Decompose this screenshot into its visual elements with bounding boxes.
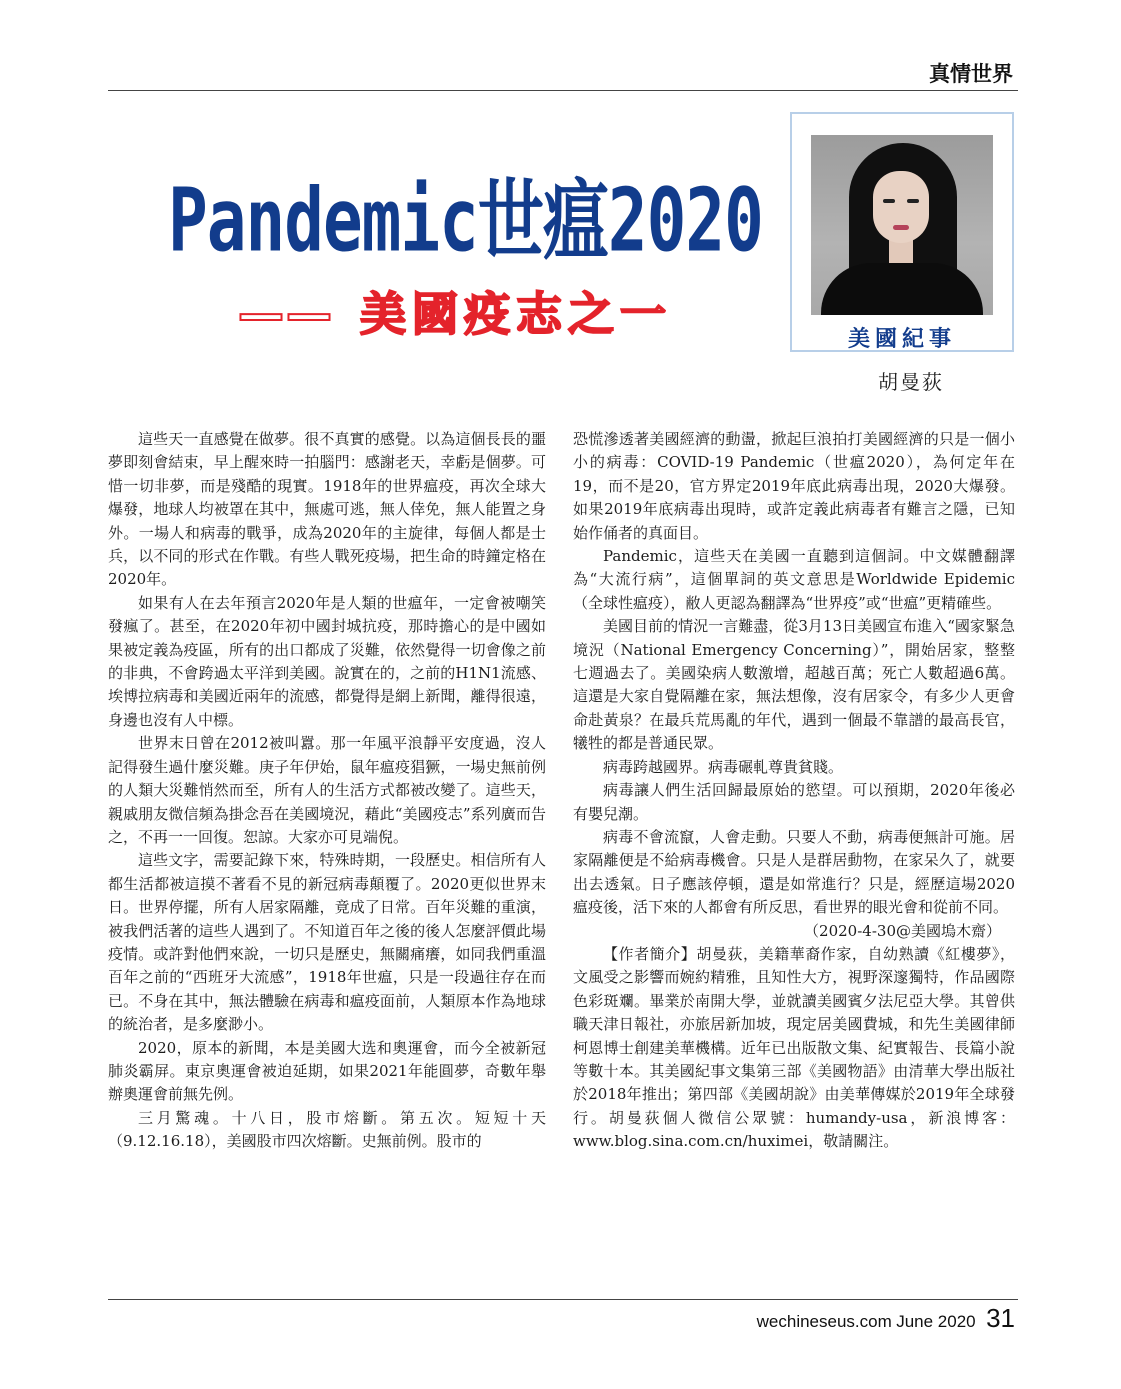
paragraph: Pandemic，這些天在美國一直聽到這個詞。中文媒體翻譯為“大流行病”，這個單詞的英文意思是Worldwide Epidemic（全球性瘟疫），敝人更認為翻譯為“世界疫”或“世瘟”更精確些。 [573, 547, 1015, 612]
subtitle-text: 美國疫志之一 [360, 287, 672, 341]
paragraph: 三月驚魂。十八日，股市熔斷。第五次。短短十天（9.12.16.18），美國股市四次熔斷。史無前例。股市的 [108, 1108, 546, 1151]
left-column [108, 428, 546, 1154]
paragraph: 病毒讓人們生活回歸最原始的慾望。可以預期，2020年後必有嬰兒潮。 [573, 781, 1015, 823]
author-name: 胡曼荻 [878, 370, 944, 394]
top-divider [108, 90, 1018, 91]
subtitle-dash: —— [238, 287, 334, 341]
bottom-divider [108, 1299, 1018, 1300]
page-number: 31 [986, 1303, 1015, 1333]
column-name: 美國紀事 [847, 326, 956, 352]
article-title: Pandemic世瘟2020 [168, 169, 763, 272]
paragraph: 如果有人在去年預言2020年是人類的世瘟年，一定會被嘲笑發瘋了。甚至，在2020年初中國封城抗疫，那時擔心的是中國如果被定義為疫區，所有的出口都成了災難，依然覺得一切會像之前的非典，不會跨過太平洋到美國。說實在的，之前的H1N1流感、埃博拉病毒和美國近兩年的流感，都覺得是網上新聞，離得很遠，身邊也沒有人中標。 [108, 593, 546, 729]
footer-site: wechineseus.com [756, 1312, 892, 1331]
footer-issue: June 2020 [896, 1312, 976, 1331]
section-label: 真情世界 [929, 62, 1013, 86]
paragraph: 美國目前的情況一言難盡，從3月13日美國宣布進入“國家緊急境況（National Emergency Concerning）”，開始居家，整整七週過去了。美國染病人數激增，超越百萬；死亡人數超過6萬。這還是大家自覺隔離在家，無法想像，沒有居家令，有多少人更會命赴黃泉？在最兵荒馬亂的年代，遇到一個最不靠譜的最高長官，犧牲的都是普通民眾。 [573, 617, 1015, 753]
paragraph: 2020，原本的新聞，本是美國大选和奧運會，而今全被新冠肺炎霸屏。東京奧運會被迫延期，如果2021年能圓夢，奇數年舉辦奧運會前無先例。 [108, 1038, 546, 1104]
article-subtitle [238, 278, 672, 344]
paragraph: 世界末日曾在2012被叫囂。那一年風平浪靜平安度過，沒人記得發生過什麼災難。庚子年伊始，鼠年瘟疫猖獗，一場史無前例的人類大災難悄然而至，所有人的生活方式都被改變了。這些天，親戚朋友微信頻為掛念吾在美國境況，藉此“美國疫志”系列廣而告之，不再一一回復。恕諒。大家亦可見端倪。 [108, 734, 546, 846]
page-footer [757, 1303, 1015, 1334]
paragraph: 這些天一直感覺在做夢。很不真實的感覺。以為這個長長的噩夢即刻會結束，早上醒來時一拍腦門：感謝老天，幸虧是個夢。可惜一切非夢，而是殘酷的現實。1918年的世界瘟疫，再次全球大爆發，地球人均被罩在其中，無處可逃，無人倖免，無人能置之身外。一場人和病毒的戰爭，成為2020年的主旋律，每個人都是士兵，以不同的形式在作戰。有些人戰死疫場，把生命的時鐘定格在2020年。 [108, 430, 546, 589]
author-bio: 【作者簡介】胡曼荻，美籍華裔作家，自幼熟讀《紅樓夢》，文風受之影響而婉約精雅，且知性大方，視野深邃獨特，作品國際色彩斑斕。畢業於南開大學，並就讀美國賓夕法尼亞大學。其曾供職天津日報社，亦旅居新加坡，現定居美國費城，和先生美國律師柯恩博士創建美華機構。近年已出版散文集、紀實報告、長篇小說等數十本。其美國紀事文集第三部《美國物語》由清華大學出版社於2018年推出；第四部《美國胡說》由美華傳媒於2019年全球發行。胡曼荻個人微信公眾號：humandy-usa，新浪博客：www.blog.sina.com.cn/huximei，敬請關注。 [573, 944, 1015, 1151]
dateline: （2020-4-30@美國塢木齋） [804, 921, 1001, 940]
right-column [573, 428, 1015, 1154]
paragraph: 病毒不會流竄，人會走動。只要人不動，病毒便無計可施。居家隔離便是不給病毒機會。只是人是群居動物，在家呆久了，就要出去透氣。日子應該停頓，還是如常進行？只是，經歷這場2020瘟疫後，活下來的人都會有所反思，看世界的眼光會和從前不同。 [573, 827, 1015, 917]
author-photo [811, 135, 993, 315]
paragraph: 這些文字，需要記錄下來，特殊時期，一段歷史。相信所有人都生活都被這摸不著看不見的新冠病毒顛覆了。2020更似世界末日。世界停擺，所有人居家隔離，竟成了日常。百年災難的重演，被我們活著的這些人遇到了。不知道百年之後的後人怎麼評價此場疫情。或許對他們來說，一切只是歷史，無關痛癢，如同我們重溫百年之前的“西班牙大流感”，1918年世瘟，只是一段過往存在而已。不身在其中，無法體驗在病毒和瘟疫面前，人類原本作為地球的統治者，是多麼渺小。 [108, 851, 546, 1034]
author-photo-box [790, 112, 1014, 352]
paragraph: 恐慌滲透著美國經濟的動盪，掀起巨浪拍打美國經濟的只是一個小小的病毒：COVID-19 Pandemic（世瘟2020），為何定年在19，而不是20，官方界定2019年底此病毒出現，2020大爆發。如果2019年底病毒出現時，或許定義此病毒者有難言之隱，已知始作俑者的真面目。 [573, 430, 1015, 542]
paragraph: 病毒跨越國界。病毒碾軋尊貴貧賤。 [603, 757, 844, 776]
